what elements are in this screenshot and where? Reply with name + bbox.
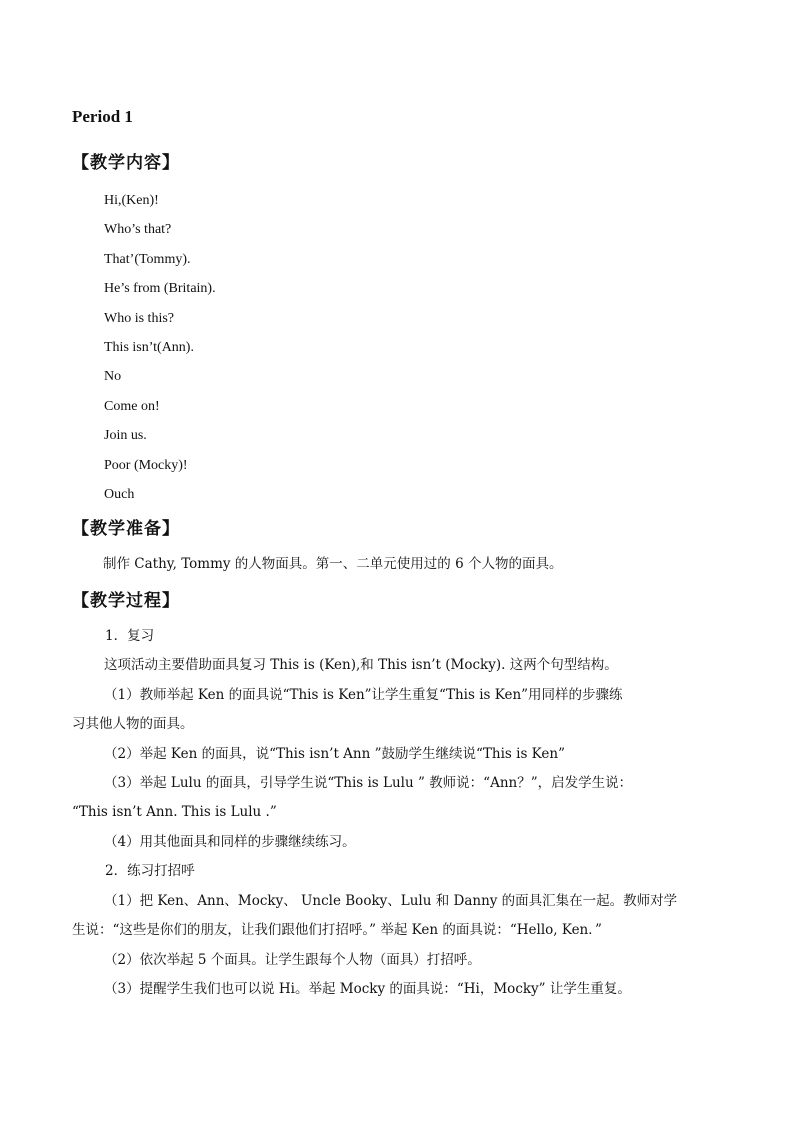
step1-item4: （4）用其他面具和同样的步骤继续练习。 (104, 834, 356, 850)
step2-title: 2．练习打招呼 (105, 863, 195, 879)
section-heading-preparation: 【教学准备】 (72, 519, 180, 539)
list-item: Who’s that? (104, 222, 172, 238)
list-item: Who is this? (104, 310, 174, 326)
step2-item1-line2: 生说：“这些是你们的朋友，让我们跟他们打招呼。” 举起 Ken 的面具说：“Hello, Ken．” (72, 922, 602, 938)
step2-item2: （2）依次举起 5 个面具。让学生跟每个人物（面具）打招呼。 (104, 952, 481, 968)
content-sentence-list (104, 192, 216, 515)
step2-item3: （3）提醒学生我们也可以说 Hi。举起 Mocky 的面具说：“Hi，Mocky” 让学生重复。 (104, 981, 631, 997)
step1-title: 1．复习 (105, 628, 155, 644)
list-item: That’(Tommy). (104, 251, 191, 267)
step1-item2: （2）举起 Ken 的面具，说“This isn’t Ann ”鼓励学生继续说“This is Ken” (104, 746, 565, 762)
list-item: No (104, 369, 122, 385)
list-item: Join us. (104, 428, 147, 444)
list-item: Come on! (104, 398, 160, 414)
step1-intro: 这项活动主要借助面具复习 This is (Ken),和 This isn’t (Mocky). 这两个句型结构。 (104, 657, 618, 673)
list-item: Poor (Mocky)! (104, 457, 188, 473)
step1-item3-line1: （3）举起 Lulu 的面具，引导学生说“This is Lulu ” 教师说：“Ann？”，启发学生说： (104, 775, 633, 791)
step1-item1-line2: 习其他人物的面具。 (72, 716, 194, 732)
list-item: Hi,(Ken)! (104, 193, 159, 208)
preparation-text: 制作 Cathy, Tommy 的人物面具。第一、二单元使用过的 6 个人物的面具。 (103, 556, 563, 572)
step2-item1-line1: （1）把 Ken、Ann、Mocky、 Uncle Booky、Lulu 和 Danny 的面具汇集在一起。教师对学 (104, 893, 678, 909)
page-title: Period 1 (72, 107, 133, 126)
step1-item1-line1: （1）教师举起 Ken 的面具说“This is Ken”让学生重复“This is Ken”用同样的步骤练 (104, 687, 623, 703)
list-item: This isn’t(Ann). (104, 339, 194, 355)
section-heading-process: 【教学过程】 (72, 591, 180, 611)
step1-item3-line2: “This isn’t Ann. This is Lulu .” (72, 804, 277, 820)
list-item: He’s from (Britain). (104, 281, 216, 297)
section-heading-content: 【教学内容】 (72, 153, 180, 173)
list-item: Ouch (104, 486, 135, 502)
